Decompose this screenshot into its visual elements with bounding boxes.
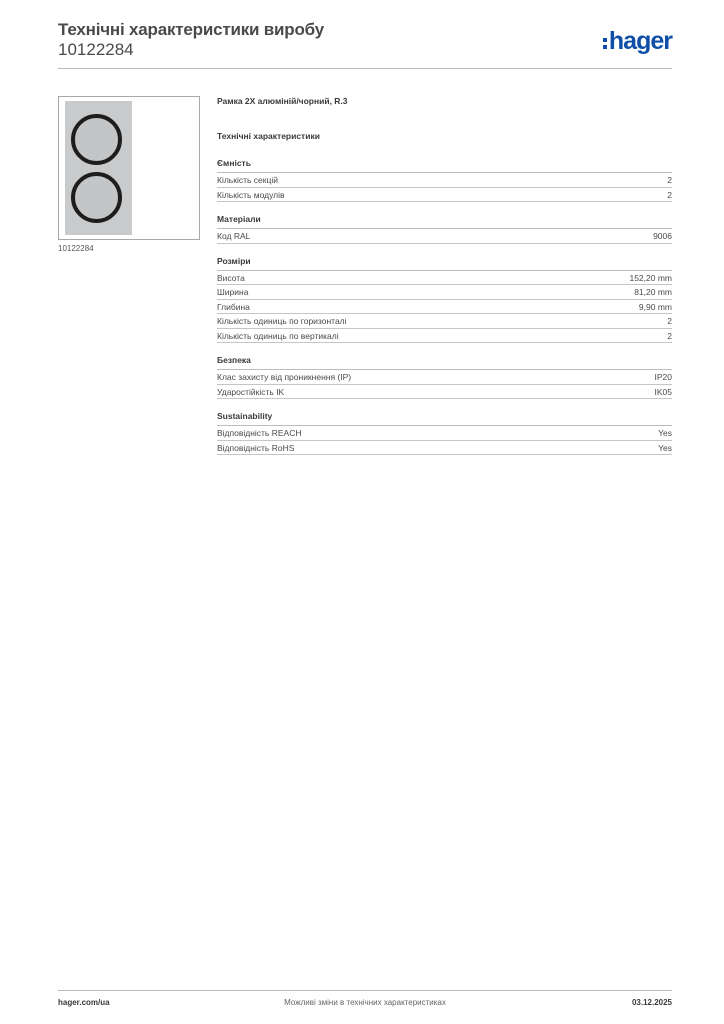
spec-label: Кількість модулів — [217, 189, 285, 200]
frame-opening-top — [71, 114, 122, 165]
spec-label: Глибина — [217, 301, 250, 312]
spec-value: 81,20 mm — [634, 287, 672, 297]
spec-group — [217, 158, 672, 202]
spec-group — [217, 411, 672, 455]
spec-group — [217, 214, 672, 244]
spec-label: Кількість одиниць по вертикалі — [217, 330, 339, 341]
logo-text: hager — [608, 27, 672, 55]
spec-value: 2 — [667, 175, 672, 185]
product-name: Рамка 2X алюміній/чорний, R.3 — [217, 96, 348, 106]
logo-colon-icon — [603, 38, 607, 49]
spec-value: 152,20 mm — [629, 272, 672, 283]
footer-note: Можливі зміни в технічних характеристиках — [284, 998, 446, 1007]
section-heading: Технічні характеристики — [217, 131, 320, 141]
spec-row — [217, 329, 672, 344]
frame-opening-bottom — [71, 172, 122, 223]
spec-group — [217, 256, 672, 344]
spec-row — [217, 370, 672, 385]
spec-value: Yes — [658, 428, 672, 438]
spec-value: 2 — [667, 330, 672, 341]
spec-groups — [217, 158, 672, 455]
spec-row — [217, 173, 672, 188]
page-header — [58, 20, 672, 60]
spec-row — [217, 441, 672, 456]
spec-row — [217, 385, 672, 400]
spec-value: IP20 — [654, 372, 672, 382]
header-divider — [58, 68, 672, 69]
footer-url[interactable]: hager.com/ua — [58, 998, 110, 1007]
spec-group — [217, 355, 672, 399]
spec-content — [217, 96, 672, 467]
spec-group-title: Матеріали — [217, 214, 672, 229]
spec-row — [217, 271, 672, 286]
spec-label: Ширина — [217, 287, 249, 297]
spec-group-title: Ємність — [217, 158, 672, 173]
image-caption: 10122284 — [58, 244, 94, 253]
spec-value: 2 — [667, 316, 672, 326]
footer-date: 03.12.2025 — [631, 998, 672, 1007]
spec-value: 9,90 mm — [638, 301, 672, 312]
spec-label: Кількість секцій — [217, 175, 278, 185]
spec-row — [217, 300, 672, 315]
spec-row — [217, 285, 672, 300]
spec-label: Код RAL — [217, 231, 251, 241]
document-title: Технічні характеристики виробу — [58, 20, 324, 39]
spec-value: 9006 — [653, 231, 672, 241]
spec-row — [217, 188, 672, 203]
product-image — [58, 96, 200, 240]
footer-divider — [58, 990, 672, 991]
page-footer — [58, 998, 672, 1010]
spec-group-title: Безпека — [217, 355, 672, 370]
spec-label: Ударостійкість IK — [217, 386, 285, 397]
spec-value: Yes — [658, 442, 672, 453]
spec-label: Клас захисту від проникнення (IP) — [217, 372, 352, 382]
spec-value: 2 — [667, 189, 672, 200]
product-code: 10122284 — [58, 40, 134, 59]
spec-row — [217, 229, 672, 244]
spec-group-title: Розміри — [217, 256, 672, 271]
spec-label: Кількість одиниць по горизонталі — [217, 316, 347, 326]
spec-row — [217, 314, 672, 329]
spec-label: Відповідність REACH — [217, 428, 302, 438]
spec-row — [217, 426, 672, 441]
hager-logo — [603, 28, 672, 54]
spec-label: Відповідність RoHS — [217, 442, 295, 453]
spec-value: IK05 — [654, 386, 672, 397]
spec-label: Висота — [217, 272, 245, 283]
spec-group-title: Sustainability — [217, 411, 672, 426]
frame-plate — [65, 101, 132, 235]
